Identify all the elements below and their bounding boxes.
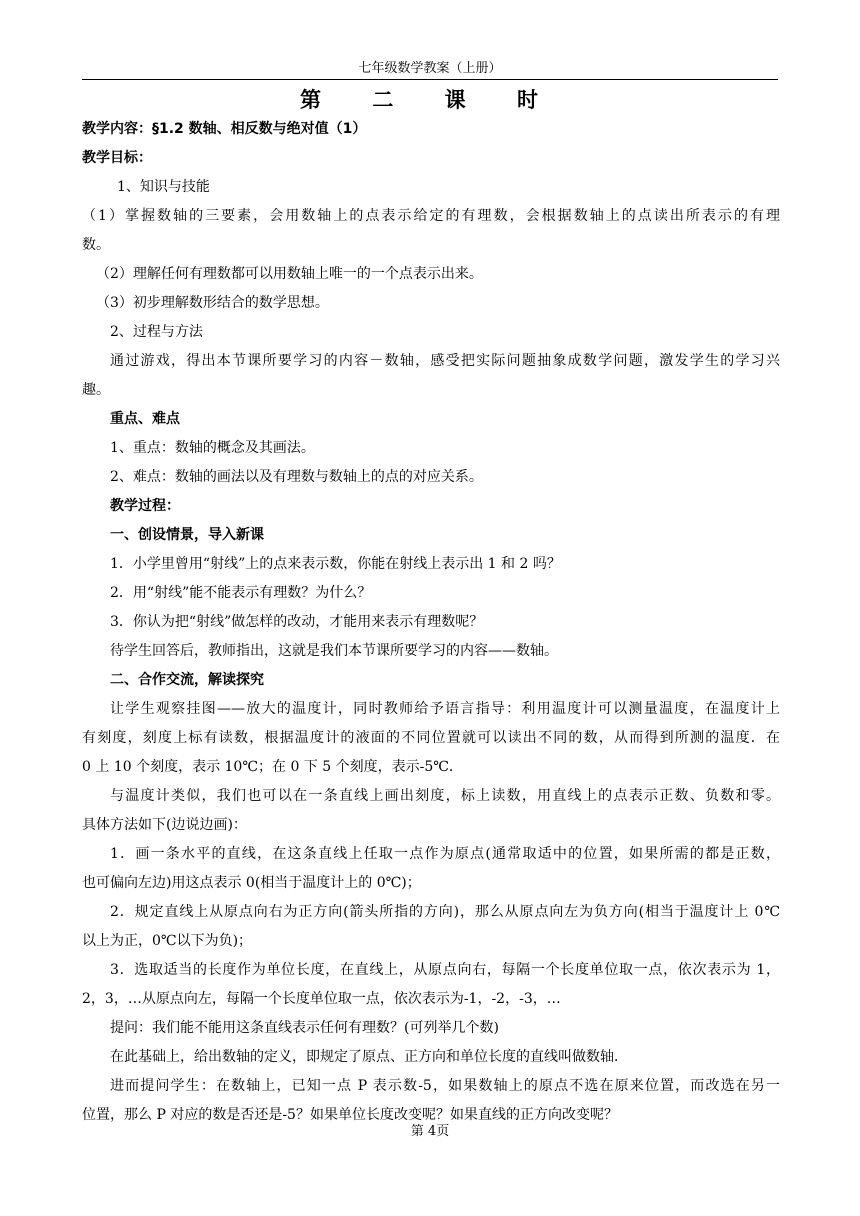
teacher-note: 待学生回答后，教师指出，这就是我们本节课所要学习的内容——数轴。 xyxy=(110,643,558,659)
follow-up-question-line-1: 进而提问学生：在数轴上，已知一点 P 表示数-5，如果数轴上的原点不选在原来位置，而改选在另一 xyxy=(110,1078,780,1094)
question-2: 2．用“射线”能不能表示有理数？为什么？ xyxy=(110,585,372,601)
section-2-heading: 二、合作交流，解读探究 xyxy=(110,672,264,688)
knowledge-skills-heading: 1、知识与技能 xyxy=(117,179,210,195)
teaching-goals-heading: 教学目标： xyxy=(82,150,152,166)
number-line-definition: 在此基础上，给出数轴的定义，即规定了原点、正方向和单位长度的直线叫做数轴． xyxy=(110,1049,628,1065)
teaching-process-heading: 教学过程： xyxy=(110,498,180,514)
page-header: 七年级数学教案（上册） xyxy=(358,61,502,76)
step-1-line-1: 1．画一条水平的直线，在这条直线上任取一点作为原点(通常取适中的位置，如果所需的都是正数， xyxy=(110,846,780,862)
thermometer-paragraph-line-2: 有刻度，刻度上标有读数，根据温度计的液面的不同位置就可以读出不同的数，从而得到所测的温度．在 xyxy=(82,730,780,746)
analogy-paragraph-line-2: 具体方法如下(边说边画)： xyxy=(82,817,247,833)
question-1: 1．小学里曾用“射线”上的点来表示数，你能在射线上表示出 1 和 2 吗？ xyxy=(110,556,561,572)
step-3-line-2: 2，3，…从原点向左，每隔一个长度单位取一点，依次表示为-1，-2，-3，… xyxy=(82,991,561,1007)
question-any-rational: 提问：我们能不能用这条直线表示任何有理数？(可列举几个数) xyxy=(110,1020,499,1036)
header-rule xyxy=(82,79,778,80)
goal-2: （2）理解任何有理数都可以用数轴上唯一的一个点表示出来。 xyxy=(96,266,483,282)
page-number: 第 4页 xyxy=(410,1124,450,1139)
lesson-title: 第 二 课 时 xyxy=(300,88,560,112)
goal-3: （3）初步理解数形结合的数学思想。 xyxy=(96,295,329,311)
document-body xyxy=(82,115,780,1130)
goal-1-line-1: （1）掌握数轴的三要素，会用数轴上的点表示给定的有理数，会根据数轴上的点读出所表示的有理 xyxy=(82,208,780,224)
analogy-paragraph-line-1: 与温度计类似，我们也可以在一条直线上画出刻度，标上读数，用直线上的点表示正数、负数和零。 xyxy=(110,788,780,804)
goal-1-line-2: 数。 xyxy=(82,237,110,253)
thermometer-paragraph-line-1: 让学生观察挂图——放大的温度计，同时教师给予语言指导：利用温度计可以测量温度，在温度计上 xyxy=(110,701,780,717)
step-2-line-2: 以上为正，0℃以下为负)； xyxy=(82,933,253,949)
step-2-line-1: 2．规定直线上从原点向右为正方向(箭头所指的方向)，那么从原点向左为负方向(相当于温度计上 0℃ xyxy=(110,904,780,920)
key-points-heading: 重点、难点 xyxy=(110,411,180,427)
process-method-line-2: 趣。 xyxy=(82,382,110,398)
question-3: 3．你认为把“射线”做怎样的改动，才能用来表示有理数呢？ xyxy=(110,614,484,630)
section-1-heading: 一、创设情景，导入新课 xyxy=(110,527,264,543)
process-method-line-1: 通过游戏，得出本节课所要学习的内容－数轴，感受把实际问题抽象成数学问题，激发学生的学习兴 xyxy=(110,353,780,369)
process-method-heading: 2、过程与方法 xyxy=(110,324,203,340)
step-3-line-1: 3．选取适当的长度作为单位长度，在直线上，从原点向右，每隔一个长度单位取一点，依次表示为 1， xyxy=(110,962,780,978)
thermometer-paragraph-line-3: 0 上 10 个刻度，表示 10℃；在 0 下 5 个刻度，表示-5℃． xyxy=(82,759,463,775)
teaching-content-line: 教学内容：§1.2 数轴、相反数与绝对值（1） xyxy=(82,121,367,137)
difficult-point: 2、难点：数轴的画法以及有理数与数轴上的点的对应关系。 xyxy=(110,469,483,485)
key-point: 1、重点：数轴的概念及其画法。 xyxy=(110,440,315,456)
follow-up-question-line-2: 位置，那么 P 对应的数是否还是-5？如果单位长度改变呢？如果直线的正方向改变呢？ xyxy=(82,1107,618,1123)
step-1-line-2: 也可偏向左边)用这点表示 0(相当于温度计上的 0℃)； xyxy=(82,875,421,891)
